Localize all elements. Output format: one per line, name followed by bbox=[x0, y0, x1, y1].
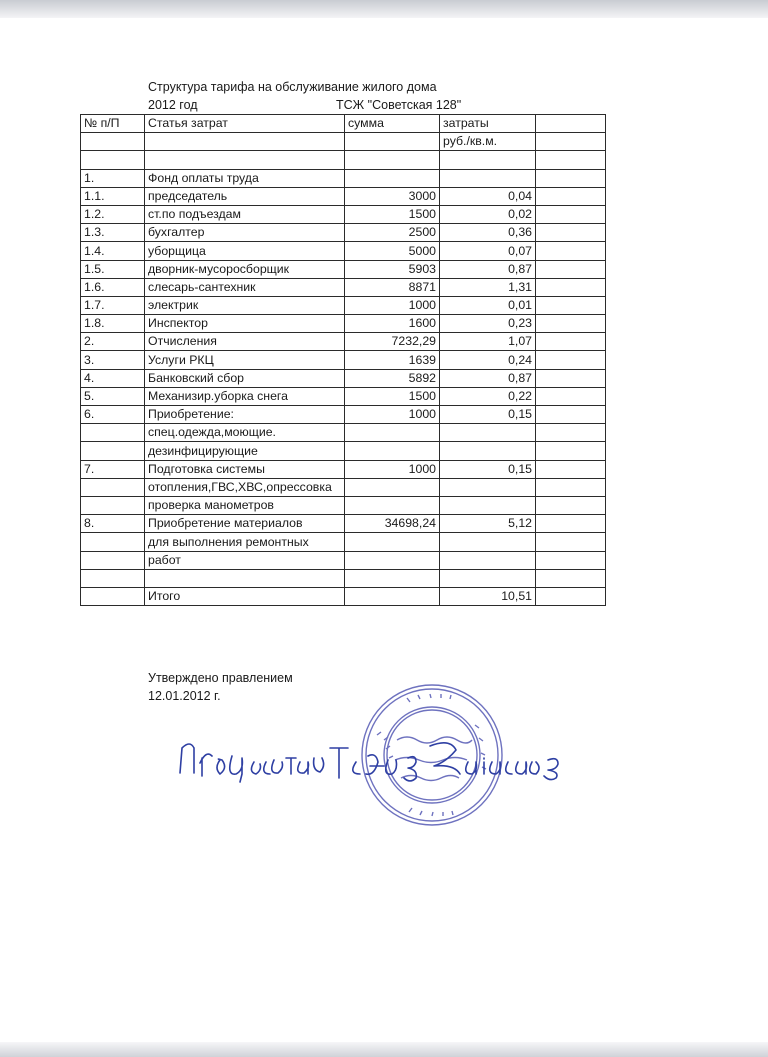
table-cell bbox=[536, 387, 606, 405]
table-cell bbox=[536, 442, 606, 460]
table-cell: ст.по подъездам bbox=[145, 205, 345, 223]
table-row bbox=[81, 296, 606, 314]
table-cell: 1.4. bbox=[81, 242, 145, 260]
table-row bbox=[81, 333, 606, 351]
table-cell bbox=[81, 478, 145, 496]
table-cell: 5,12 bbox=[440, 515, 536, 533]
table-cell: 0,87 bbox=[440, 260, 536, 278]
table-cell: 1000 bbox=[345, 296, 440, 314]
table-cell: Подготовка системы bbox=[145, 460, 345, 478]
table-cell: 5. bbox=[81, 387, 145, 405]
table-cell: 1.7. bbox=[81, 296, 145, 314]
table-cell: 3. bbox=[81, 351, 145, 369]
table-cell: для выполнения ремонтных bbox=[145, 533, 345, 551]
table-cell: сумма bbox=[345, 115, 440, 133]
table-cell: 0,24 bbox=[440, 351, 536, 369]
table-cell: 1.1. bbox=[81, 187, 145, 205]
table-cell: 3000 bbox=[345, 187, 440, 205]
table-cell bbox=[345, 133, 440, 151]
table-row bbox=[81, 460, 606, 478]
table-cell bbox=[536, 278, 606, 296]
table-cell: 7. bbox=[81, 460, 145, 478]
table-cell bbox=[536, 205, 606, 223]
table-cell bbox=[536, 551, 606, 569]
table-cell bbox=[536, 406, 606, 424]
document-year: 2012 год bbox=[148, 98, 198, 112]
table-cell: работ bbox=[145, 551, 345, 569]
table-cell bbox=[536, 133, 606, 151]
table-cell: Услуги РКЦ bbox=[145, 351, 345, 369]
table-cell bbox=[440, 569, 536, 587]
table-cell: 5903 bbox=[345, 260, 440, 278]
table-cell bbox=[536, 315, 606, 333]
table-cell bbox=[440, 533, 536, 551]
scan-bottom-edge bbox=[0, 1042, 768, 1057]
table-cell: 2. bbox=[81, 333, 145, 351]
table-cell: Механизир.уборка снега bbox=[145, 387, 345, 405]
table-row bbox=[81, 478, 606, 496]
table-cell: затраты bbox=[440, 115, 536, 133]
table-row bbox=[81, 369, 606, 387]
table-row bbox=[81, 424, 606, 442]
tariff-table-body bbox=[81, 115, 606, 606]
table-cell bbox=[145, 133, 345, 151]
table-cell bbox=[81, 587, 145, 605]
table-cell bbox=[440, 496, 536, 514]
table-cell: 1000 bbox=[345, 406, 440, 424]
table-row bbox=[81, 387, 606, 405]
table-cell bbox=[81, 133, 145, 151]
scan-top-edge bbox=[0, 0, 768, 18]
table-row bbox=[81, 406, 606, 424]
table-cell: 0,36 bbox=[440, 224, 536, 242]
table-row bbox=[81, 442, 606, 460]
table-cell bbox=[536, 296, 606, 314]
table-row bbox=[81, 151, 606, 169]
table-cell: Приобретение: bbox=[145, 406, 345, 424]
table-cell: 0,02 bbox=[440, 205, 536, 223]
table-cell bbox=[536, 460, 606, 478]
table-cell: 0,07 bbox=[440, 242, 536, 260]
table-cell bbox=[536, 333, 606, 351]
table-cell: 1.8. bbox=[81, 315, 145, 333]
table-cell bbox=[536, 242, 606, 260]
table-cell bbox=[536, 424, 606, 442]
table-cell: 1.2. bbox=[81, 205, 145, 223]
table-cell bbox=[440, 424, 536, 442]
table-cell bbox=[536, 496, 606, 514]
table-cell bbox=[81, 569, 145, 587]
table-cell bbox=[440, 151, 536, 169]
table-cell: руб./кв.м. bbox=[440, 133, 536, 151]
chairman-signature bbox=[170, 718, 590, 798]
table-cell: дворник-мусоросборщик bbox=[145, 260, 345, 278]
approval-date: 12.01.2012 г. bbox=[148, 689, 221, 703]
table-cell: 1.5. bbox=[81, 260, 145, 278]
table-cell bbox=[536, 569, 606, 587]
table-header-row bbox=[81, 115, 606, 133]
table-cell bbox=[536, 151, 606, 169]
table-cell bbox=[345, 551, 440, 569]
table-cell: 1.6. bbox=[81, 278, 145, 296]
table-cell bbox=[145, 151, 345, 169]
table-cell bbox=[536, 115, 606, 133]
table-cell bbox=[536, 224, 606, 242]
table-cell: 0,04 bbox=[440, 187, 536, 205]
table-row bbox=[81, 205, 606, 223]
table-cell: слесарь-сантехник bbox=[145, 278, 345, 296]
table-cell bbox=[345, 151, 440, 169]
table-cell bbox=[81, 151, 145, 169]
table-cell: Отчисления bbox=[145, 333, 345, 351]
table-row bbox=[81, 533, 606, 551]
table-cell: 10,51 bbox=[440, 587, 536, 605]
table-cell: 6. bbox=[81, 406, 145, 424]
approval-note: Утверждено правлением bbox=[148, 671, 293, 685]
table-cell: Банковский сбор bbox=[145, 369, 345, 387]
table-cell: 1500 bbox=[345, 205, 440, 223]
table-cell: 0,15 bbox=[440, 406, 536, 424]
table-cell bbox=[536, 369, 606, 387]
table-cell bbox=[345, 424, 440, 442]
table-cell: спец.одежда,моющие. bbox=[145, 424, 345, 442]
table-row bbox=[81, 169, 606, 187]
table-cell bbox=[145, 569, 345, 587]
table-cell: 7232,29 bbox=[345, 333, 440, 351]
table-row bbox=[81, 260, 606, 278]
table-cell bbox=[536, 169, 606, 187]
table-row bbox=[81, 551, 606, 569]
table-row bbox=[81, 569, 606, 587]
table-cell bbox=[345, 478, 440, 496]
table-row bbox=[81, 515, 606, 533]
table-cell bbox=[440, 169, 536, 187]
table-cell: Инспектор bbox=[145, 315, 345, 333]
table-cell bbox=[440, 551, 536, 569]
table-row bbox=[81, 187, 606, 205]
organization-name: ТСЖ "Советская 128" bbox=[336, 98, 462, 112]
table-cell bbox=[440, 478, 536, 496]
table-cell bbox=[81, 442, 145, 460]
table-cell: дезинфицирующие bbox=[145, 442, 345, 460]
table-cell bbox=[536, 260, 606, 278]
table-cell bbox=[345, 442, 440, 460]
table-cell: 1. bbox=[81, 169, 145, 187]
table-cell: 1500 bbox=[345, 387, 440, 405]
table-cell: председатель bbox=[145, 187, 345, 205]
table-cell: Итого bbox=[145, 587, 345, 605]
table-cell bbox=[345, 533, 440, 551]
table-row bbox=[81, 224, 606, 242]
table-row bbox=[81, 242, 606, 260]
table-cell bbox=[345, 169, 440, 187]
table-cell: 1,07 bbox=[440, 333, 536, 351]
table-cell bbox=[536, 587, 606, 605]
table-cell: 0,87 bbox=[440, 369, 536, 387]
table-cell: 1639 bbox=[345, 351, 440, 369]
table-row bbox=[81, 351, 606, 369]
table-cell: Приобретение материалов bbox=[145, 515, 345, 533]
table-row bbox=[81, 315, 606, 333]
table-cell: бухгалтер bbox=[145, 224, 345, 242]
table-cell: 0,01 bbox=[440, 296, 536, 314]
table-cell: 0,15 bbox=[440, 460, 536, 478]
table-cell bbox=[81, 424, 145, 442]
table-cell: уборщица bbox=[145, 242, 345, 260]
table-cell bbox=[345, 587, 440, 605]
table-unit-row bbox=[81, 133, 606, 151]
table-cell bbox=[536, 351, 606, 369]
tariff-table bbox=[80, 114, 606, 606]
table-cell bbox=[440, 442, 536, 460]
document-title: Структура тарифа на обслуживание жилого дома bbox=[148, 80, 437, 94]
table-cell: 1,31 bbox=[440, 278, 536, 296]
table-cell: 0,22 bbox=[440, 387, 536, 405]
table-cell bbox=[536, 187, 606, 205]
table-cell: 34698,24 bbox=[345, 515, 440, 533]
table-cell: 1600 bbox=[345, 315, 440, 333]
table-cell bbox=[536, 533, 606, 551]
table-cell bbox=[81, 533, 145, 551]
table-cell bbox=[536, 478, 606, 496]
table-cell: 8871 bbox=[345, 278, 440, 296]
table-cell: 0,23 bbox=[440, 315, 536, 333]
table-cell bbox=[345, 569, 440, 587]
table-cell: 5000 bbox=[345, 242, 440, 260]
table-row bbox=[81, 278, 606, 296]
table-cell: 1.3. bbox=[81, 224, 145, 242]
table-cell: 1000 bbox=[345, 460, 440, 478]
table-cell: 5892 bbox=[345, 369, 440, 387]
table-cell: отопления,ГВС,ХВС,опрессовка bbox=[145, 478, 345, 496]
table-row bbox=[81, 496, 606, 514]
table-cell: 2500 bbox=[345, 224, 440, 242]
table-cell: Статья затрат bbox=[145, 115, 345, 133]
table-cell bbox=[536, 515, 606, 533]
table-cell bbox=[81, 496, 145, 514]
table-cell bbox=[81, 551, 145, 569]
table-cell: 4. bbox=[81, 369, 145, 387]
table-cell: электрик bbox=[145, 296, 345, 314]
table-cell: 8. bbox=[81, 515, 145, 533]
table-cell: Фонд оплаты труда bbox=[145, 169, 345, 187]
table-cell: проверка манометров bbox=[145, 496, 345, 514]
table-row bbox=[81, 587, 606, 605]
table-cell bbox=[345, 496, 440, 514]
table-cell: № п/П bbox=[81, 115, 145, 133]
